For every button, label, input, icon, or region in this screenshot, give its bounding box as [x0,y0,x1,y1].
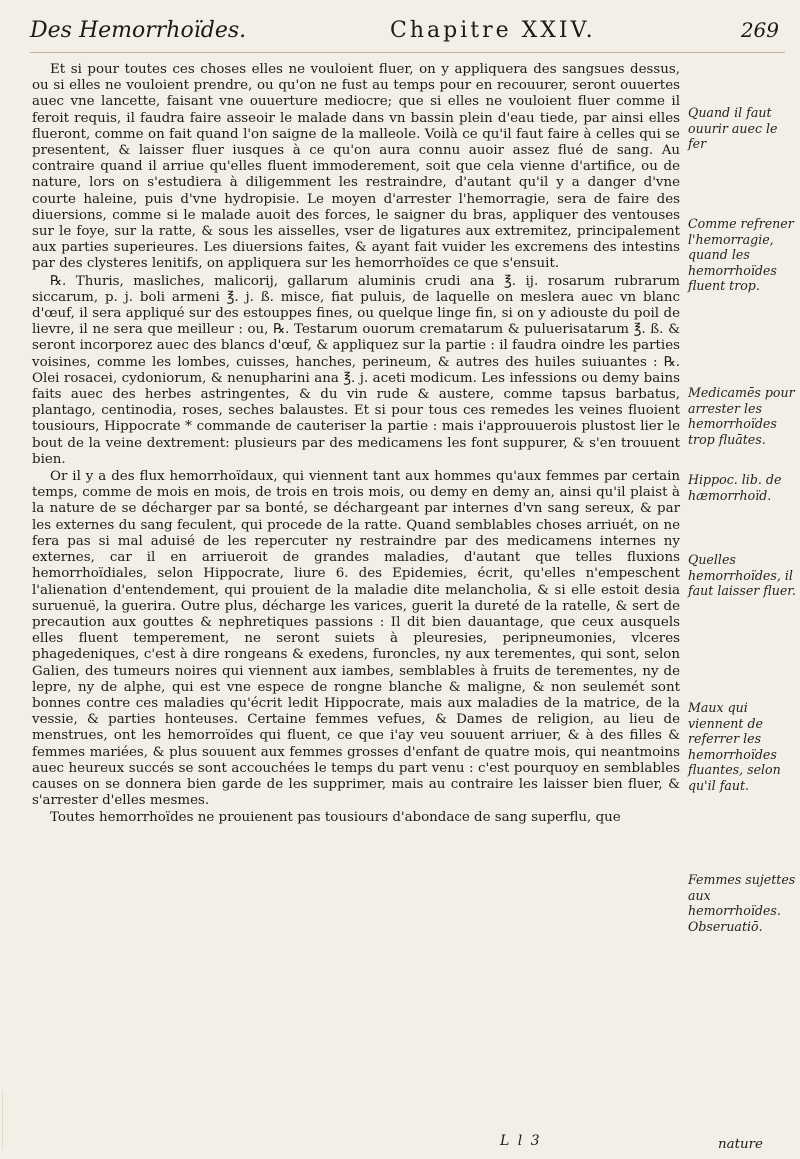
running-header [30,6,785,53]
page-edge-shadow [2,1090,25,1150]
catchword: nature [718,1137,763,1152]
chapter-title: Chapitre XXIV. [390,18,596,43]
paragraph-3: Or il y a des flux hemorrhoïdaux, qui viennent tant aux hommes qu'aux femmes par certain temps, comme de mois en mois, de trois en trois mois, ou demy en demy an, ainsi qu'il plaist à la nature de se décharger par sa bonté, se déchargeant par internes d'vn sang sereux, & par les externes du sang feculent, qui procede de la ratte. Quand semblables choses arriuét, on ne fera pas si mal aduisé de les repercuter ny restraindre par des medicamens internes ny externes, car il en arriueroit de grandes maladies, d'autant que telles fluxions hemorrhoïdiales, selon Hippocrate, liure 6. des Epidemies, écrit, qu'elles n'empeschent l'alienation d'entendement, qui prouient de la maladie dite melancholia, & si elle estoit desia suruenuë, la guerira. Outre plus, décharge les varices, guerit la dureté de la ratelle, & sert de precaution aux gouttes & nephretiques passions : Il dit bien dauantage, que ceux ausquels elles fluent temperement, ne seront suiets à pleuresies, peripneumonies, vlceres phagedeniques, c'est à dire rongeans & exedens, furoncles, ny aux terementes, qui sont, selon Galien, des tumeurs noires qui viennent aux iambes, semblables à fruits de terementes, ny de lepre, ny de alphe, qui est vne espece de rongne blanche & maligne, & non seulemét sont bonnes contre ces maladies qu'écrit ledit Hippocrate, mais aux maladies de la matrice, de la vessie, & parties honteuses. Certaine femmes vefues, & Dames de religion, au lieu de menstrues, ont les hemorroïdes qui fluent, ce que i'ay veu souuent arriuer, & à des filles & femmes mariées, & plus souuent aux femmes grosses d'enfant de quatre mois, qui neantmoins auec heureux succés se sont accouchées le temps du part venu : c'est pourquoy en semblables causes on se donnera bien garde de les supprimer, mais au contraire les laisser bien fluer, & s'arrester d'elles mesmes. [32,469,680,809]
paragraph-4: Toutes hemorrhoïdes ne prouienent pas tousiours d'abondace de sang superflu, que [50,810,621,826]
paragraph-2: ℞. Thuris, masliches, malicorij, gallarum aluminis crudi ana ℥. ij. rosarum rubrarum siccarum, p. j. boli armeni ℥. j. ß. misce, fiat puluis, de laquelle on meslera auec vn blanc d'œuf, il sera appliqué sur des estouppes fines, ou quelque linge fin, si on y adiouste du poil de lievre, il ne sera que meilleur : ou, ℞. Testarum ouorum crematarum & puluerisatarum ℥. ß. & seront incorporez auec des blancs d'œuf, & appliquez sur la partie : il faudra oindre les parties voisines, comme les lombes, cuisses, hanches, perineum, & autres des huiles suiuantes : ℞. Olei rosacei, cydoniorum, & nenupharini ana ℥. j. aceti modicum. Les infessions ou demy bains faits auec des herbes astringentes, & du vin rude & austere, comme tapsus barbatus, plantago, centinodia, roses, seches balaustes. Et si pour tous ces remedes les veines fluoient tousiours, Hippocrate * commande de cauteriser la partie : mais i'approuuerois plustost lier le bout de la veine dextrement: plusieurs par des medicamens les font suppurer, & s'en trouuent bien. [32,273,680,467]
margin-note-which-to-let-flow: Quelles hemorrhoïdes, il faut laisser fluer. [688,552,796,598]
margin-note-hippocrates-ref: Hippoc. lib. de hæmorrhoïd. [688,472,782,503]
margin-note-women-subject: Femmes sujettes aux hemorrhoïdes. Obseruatiō. [688,872,796,934]
margin-note-open-with-iron: Quand il faut ouurir auec le fer [688,105,778,151]
running-title: Des Hemorrhoïdes. [30,18,247,43]
page-number: 269 [740,18,779,42]
margin-note-restrain-hemorrhage: Comme refrener l'hemorragie, quand les hemorrhoïdes fluent trop. [688,216,794,293]
main-text-column [32,62,680,827]
paragraph-1: Et si pour toutes ces choses elles ne vouloient fluer, on y appliquera des sangsues dessus, ou si elles ne vouloient prendre, ou qu'on ne fust au temps pour en recouurer, seront ouuertes auec vne lancette, faisant vne ouuerture mediocre; que si elles ne vouloient fluer comme il feroit requis, il faudra faire asseoir le malade dans vn bassin plein d'eau tiede, par ainsi elles flueront, comme on fait quand l'on saigne de la malleole. Voilà ce qu'il faut faire à celles qui se presentent, & laisser fluer iusques à ce qu'on aura connu auoir assez flué de sang. Au contraire quand il arriue qu'elles fluent immoderement, soit que cela vienne d'artifice, ou de nature, lors on s'estudiera à diligemment les restraindre, d'autant qu'il y a danger d'vne courte haleine, puis d'vne hydropisie. Le moyen d'arrester l'hemorragie, sera de faire des diuersions, comme si le malade auoit des forces, le saigner du bras, appliquer des ventouses sur le foye, sur la ratte, & sous les aisselles, vser de ligatures aux extremitez, principalement aux parties superieures. Les diuersions faites, & ayant fait vuider les excremens des intestins par des clysteres lenitifs, on appliquera sur les hemorrhoïdes ce que s'ensuit. [32,62,680,272]
margin-note-ills-from-stopping: Maux qui viennent de referrer les hemorrhoïdes fluantes, selon qu'il faut. [688,700,781,793]
margin-note-medicaments: Medicamēs pour arrester les hemorrhoïdes trop fluātes. [688,385,795,447]
signature-mark: L l 3 [500,1133,542,1149]
